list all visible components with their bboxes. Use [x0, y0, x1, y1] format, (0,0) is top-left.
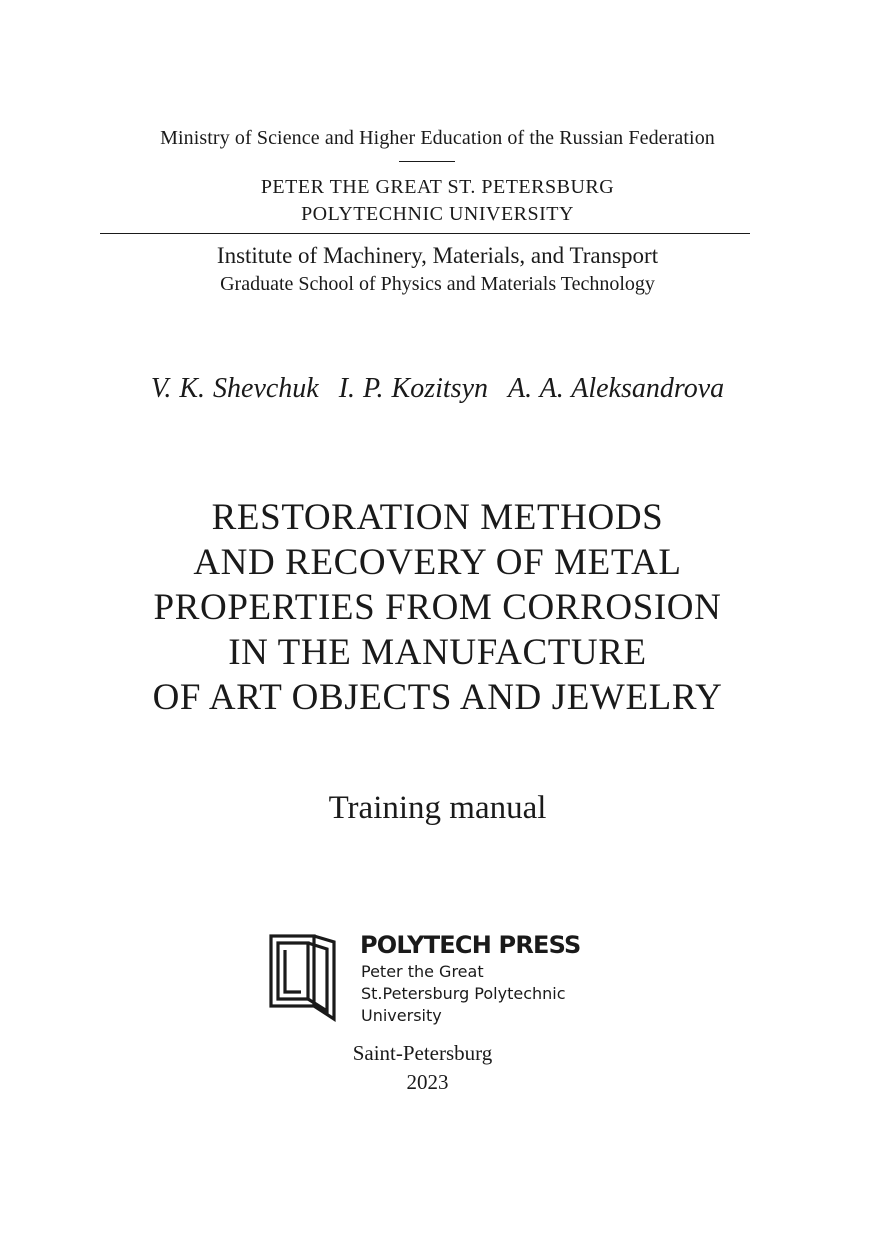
- long-divider: [100, 233, 750, 234]
- title-line-4: IN THE MANUFACTURE: [228, 632, 647, 673]
- title-line-5: OF ART OBJECTS AND JEWELRY: [152, 677, 723, 718]
- title-line-3: PROPERTIES FROM CORROSION: [153, 587, 722, 628]
- publisher-line-3: University: [361, 1006, 442, 1025]
- ministry-line: Ministry of Science and Higher Education of the Russian Federation: [160, 127, 715, 149]
- title-line-2: AND RECOVERY OF METAL: [193, 542, 682, 583]
- publisher-name: POLYTECH PRESS: [360, 931, 581, 959]
- title-line-1: RESTORATION METHODS: [211, 497, 664, 538]
- imprint-city: Saint-Petersburg: [352, 1041, 493, 1065]
- book-title: [0, 495, 875, 720]
- short-divider: [399, 161, 455, 162]
- publisher-line-2: St.Petersburg Polytechnic: [361, 984, 566, 1003]
- institute-name: Institute of Machinery, Materials, and Transport: [216, 243, 659, 268]
- imprint-year: 2023: [406, 1070, 449, 1094]
- book-subtitle: Training manual: [328, 790, 547, 826]
- university-name-line-1: PETER THE GREAT ST. PETERSBURG: [260, 176, 615, 198]
- university-name-line-2: POLYTECHNIC UNIVERSITY: [301, 203, 574, 225]
- author-2: I. P. Kozitsyn: [338, 373, 489, 404]
- authors: [0, 373, 875, 405]
- author-3: A. A. Aleksandrova: [508, 373, 725, 404]
- author-1: V. K. Shevchuk: [150, 373, 319, 404]
- publisher-line-1: Peter the Great: [361, 962, 484, 981]
- book-frame-icon: [268, 933, 338, 1023]
- school-name: Graduate School of Physics and Materials Technology: [220, 273, 655, 295]
- university-name: [0, 174, 875, 228]
- publisher-description: [361, 961, 566, 1027]
